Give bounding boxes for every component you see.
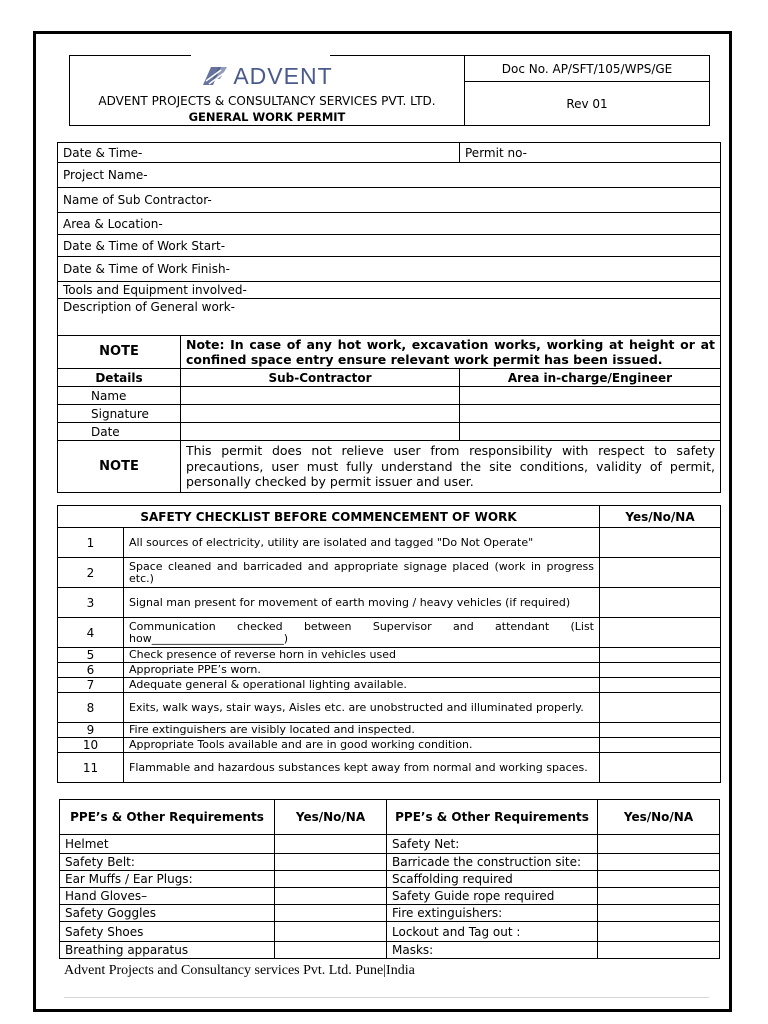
project-name-field[interactable]: Project Name- — [58, 163, 721, 188]
sub-signature-cell[interactable] — [181, 405, 460, 423]
advent-logo-icon — [201, 65, 229, 87]
ppe-table — [59, 799, 720, 959]
check-no-4: 4 — [58, 618, 124, 648]
form-title: GENERAL WORK PERMIT — [188, 109, 346, 124]
ppe-left-status-1[interactable] — [275, 835, 387, 854]
check-status-9[interactable] — [600, 723, 721, 738]
ppe-right-status-7[interactable] — [598, 942, 720, 959]
note1-label: NOTE — [58, 336, 181, 369]
check-status-4[interactable] — [600, 618, 721, 648]
ppe-right-status-2[interactable] — [598, 854, 720, 871]
check-item-4: Communication checked between Supervisor and attendant (List how________________________) — [124, 618, 600, 648]
header-top-rule-right — [330, 55, 465, 56]
ppe-right-status-1[interactable] — [598, 835, 720, 854]
work-finish-field[interactable]: Date & Time of Work Finish- — [58, 257, 721, 282]
ppe-right-7: Masks: — [387, 942, 598, 959]
check-status-2[interactable] — [600, 558, 721, 588]
revision: Rev 01 — [465, 82, 710, 126]
details-date-label: Date — [58, 423, 181, 441]
area-location-field[interactable]: Area & Location- — [58, 213, 721, 235]
check-no-3: 3 — [58, 588, 124, 618]
ppe-left-3: Ear Muffs / Ear Plugs: — [60, 871, 275, 888]
ppe-header-left: PPE’s & Other Requirements — [60, 800, 275, 835]
ppe-right-status-6[interactable] — [598, 922, 720, 942]
check-no-7: 7 — [58, 678, 124, 693]
check-status-3[interactable] — [600, 588, 721, 618]
check-no-6: 6 — [58, 663, 124, 678]
ppe-right-3: Scaffolding required — [387, 871, 598, 888]
page-footer: Advent Projects and Consultancy services Pvt. Ltd. Pune|India — [64, 963, 415, 978]
note2-label: NOTE — [58, 441, 181, 493]
header-top-rule-left — [69, 55, 191, 56]
details-signature-label: Signature — [58, 405, 181, 423]
check-no-5: 5 — [58, 648, 124, 663]
sub-contractor-field[interactable]: Name of Sub Contractor- — [58, 188, 721, 213]
check-status-11[interactable] — [600, 753, 721, 783]
area-name-cell[interactable] — [460, 387, 721, 405]
check-item-10: Appropriate Tools available and are in good working condition. — [124, 738, 600, 753]
logo-text: ADVENT — [233, 62, 333, 89]
sub-contractor-header: Sub-Contractor — [181, 369, 460, 387]
note2-text: This permit does not relieve user from responsibility with respect to safety precautions, user must fully understand the site conditions, validity of permit, personally checked by permit issuer and user. — [181, 441, 721, 493]
sub-name-cell[interactable] — [181, 387, 460, 405]
details-name-label: Name — [58, 387, 181, 405]
description-field[interactable]: Description of General work- — [58, 299, 721, 336]
check-status-5[interactable] — [600, 648, 721, 663]
ppe-right-4: Safety Guide rope required — [387, 888, 598, 905]
area-signature-cell[interactable] — [460, 405, 721, 423]
ppe-left-status-5[interactable] — [275, 905, 387, 922]
ppe-left-status-4[interactable] — [275, 888, 387, 905]
ppe-right-1: Safety Net: — [387, 835, 598, 854]
ppe-status-header-right: Yes/No/NA — [598, 800, 720, 835]
check-item-9: Fire extinguishers are visibly located and inspected. — [124, 723, 600, 738]
bottom-rule — [64, 997, 709, 998]
note1-text: Note: In case of any hot work, excavation works, working at height or at confined space entry ensure relevant work permit has been issued. — [181, 336, 721, 369]
tools-field[interactable]: Tools and Equipment involved- — [58, 282, 721, 299]
area-incharge-header: Area in-charge/Engineer — [460, 369, 721, 387]
check-item-3: Signal man present for movement of earth moving / heavy vehicles (if required) — [124, 588, 600, 618]
check-item-6: Appropriate PPE’s worn. — [124, 663, 600, 678]
details-header: Details — [58, 369, 181, 387]
check-no-1: 1 — [58, 528, 124, 558]
check-status-10[interactable] — [600, 738, 721, 753]
ppe-left-5: Safety Goggles — [60, 905, 275, 922]
ppe-status-header-left: Yes/No/NA — [275, 800, 387, 835]
check-status-1[interactable] — [600, 528, 721, 558]
company-cell — [70, 56, 465, 126]
checklist-status-header: Yes/No/NA — [600, 506, 721, 528]
check-status-8[interactable] — [600, 693, 721, 723]
ppe-left-status-7[interactable] — [275, 942, 387, 959]
company-name: ADVENT PROJECTS & CONSULTANCY SERVICES PVT. LTD. — [98, 93, 436, 108]
ppe-right-status-5[interactable] — [598, 905, 720, 922]
check-item-1: All sources of electricity, utility are isolated and tagged "Do Not Operate" — [124, 528, 600, 558]
check-status-6[interactable] — [600, 663, 721, 678]
ppe-right-status-3[interactable] — [598, 871, 720, 888]
check-item-2: Space cleaned and barricaded and appropriate signage placed (work in progress etc.) — [124, 558, 600, 588]
header-table — [69, 55, 710, 126]
check-no-9: 9 — [58, 723, 124, 738]
work-start-field[interactable]: Date & Time of Work Start- — [58, 235, 721, 257]
check-no-2: 2 — [58, 558, 124, 588]
check-no-8: 8 — [58, 693, 124, 723]
sub-date-cell[interactable] — [181, 423, 460, 441]
check-item-7: Adequate general & operational lighting available. — [124, 678, 600, 693]
area-date-cell[interactable] — [460, 423, 721, 441]
ppe-right-status-4[interactable] — [598, 888, 720, 905]
ppe-left-7: Breathing apparatus — [60, 942, 275, 959]
date-time-field[interactable]: Date & Time- — [58, 143, 460, 163]
permit-form-table — [57, 142, 721, 493]
permit-no-field[interactable]: Permit no- — [460, 143, 721, 163]
check-item-5: Check presence of reverse horn in vehicles used — [124, 648, 600, 663]
ppe-right-6: Lockout and Tag out : — [387, 922, 598, 942]
ppe-left-status-6[interactable] — [275, 922, 387, 942]
ppe-right-2: Barricade the construction site: — [387, 854, 598, 871]
check-item-8: Exits, walk ways, stair ways, Aisles etc. are unobstructed and illuminated properly. — [124, 693, 600, 723]
ppe-header-right: PPE’s & Other Requirements — [387, 800, 598, 835]
check-item-11: Flammable and hazardous substances kept away from normal and working spaces. — [124, 753, 600, 783]
doc-no: Doc No. AP/SFT/105/WPS/GE — [465, 56, 710, 82]
safety-checklist-table — [57, 505, 721, 783]
check-no-10: 10 — [58, 738, 124, 753]
ppe-left-1: Helmet — [60, 835, 275, 854]
ppe-left-status-2[interactable] — [275, 854, 387, 871]
company-logo — [70, 61, 464, 91]
check-no-11: 11 — [58, 753, 124, 783]
ppe-right-5: Fire extinguishers: — [387, 905, 598, 922]
ppe-left-2: Safety Belt: — [60, 854, 275, 871]
checklist-title: SAFETY CHECKLIST BEFORE COMMENCEMENT OF WORK — [58, 506, 600, 528]
ppe-left-status-3[interactable] — [275, 871, 387, 888]
check-status-7[interactable] — [600, 678, 721, 693]
ppe-left-6: Safety Shoes — [60, 922, 275, 942]
ppe-left-4: Hand Gloves– — [60, 888, 275, 905]
